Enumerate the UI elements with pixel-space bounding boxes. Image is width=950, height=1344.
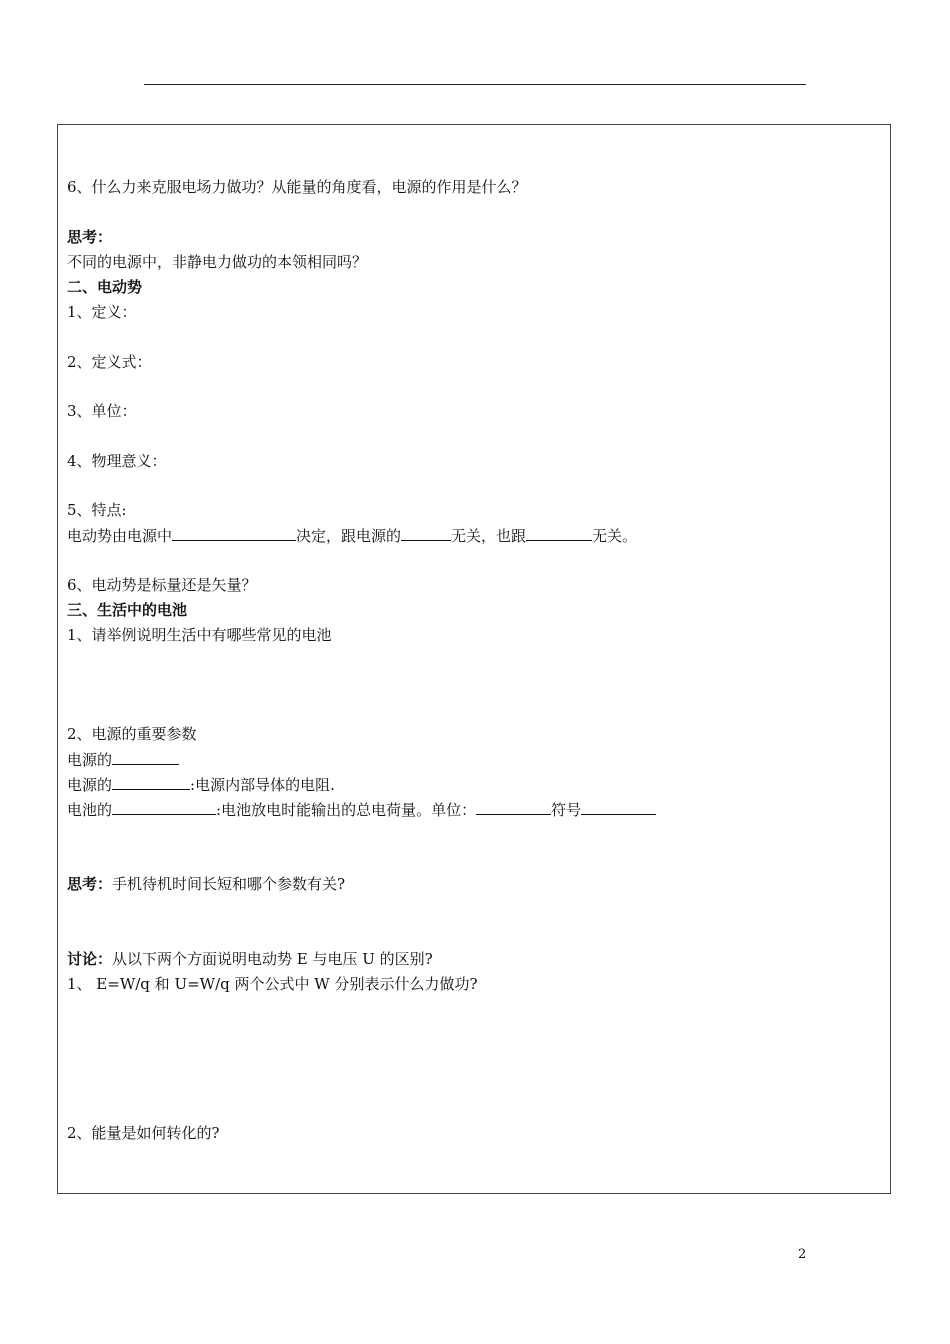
discuss-label: 讨论： xyxy=(67,950,113,968)
emf-fill-part4: 无关。 xyxy=(592,527,638,545)
param2-suffix: :电源内部导体的电阻. xyxy=(190,776,335,794)
param3-prefix: 电池的 xyxy=(67,801,113,819)
header-rule xyxy=(144,84,806,85)
param-line-3 xyxy=(67,799,656,820)
param3-mid: :电池放电时能输出的总电荷量。单位： xyxy=(216,801,477,819)
emf-definition: 1、定义： xyxy=(67,303,137,321)
emf-fill-part3: 无关，也跟 xyxy=(451,527,527,545)
blank-param-internal-resistance[interactable] xyxy=(112,774,190,790)
section-3-heading: 三、生活中的电池 xyxy=(67,601,188,619)
emf-formula: 2、定义式： xyxy=(67,353,152,371)
blank-capacity-symbol[interactable] xyxy=(581,799,656,815)
blank-capacity-unit[interactable] xyxy=(476,799,551,815)
emf-feature: 5、特点: xyxy=(67,501,127,519)
question-6-power-source: 6、什么力来克服电场力做功？从能量的角度看，电源的作用是什么？ xyxy=(67,178,527,196)
question-6-scalar-vector: 6、电动势是标量还是矢量？ xyxy=(67,576,257,594)
section-2-heading: 二、电动势 xyxy=(67,278,143,296)
emf-unit: 3、单位： xyxy=(67,402,137,420)
think-2-line xyxy=(67,874,345,894)
discuss-question-2: 2、能量是如何转化的? xyxy=(67,1124,220,1142)
emf-fill-line xyxy=(67,525,637,546)
param2-prefix: 电源的 xyxy=(67,776,113,794)
battery-question-2: 2、电源的重要参数 xyxy=(67,725,197,743)
param-line-1 xyxy=(67,749,179,770)
think-question: 不同的电源中，非静电力做功的本领相同吗？ xyxy=(67,253,368,271)
param3-symbol: 符号 xyxy=(551,801,582,819)
battery-question-1: 1、请举例说明生活中有哪些常见的电池 xyxy=(67,626,332,644)
think-heading: 思考： xyxy=(67,228,113,246)
emf-fill-part1: 电动势由电源中 xyxy=(67,527,173,545)
emf-meaning: 4、物理意义： xyxy=(67,452,167,470)
param1-label: 电源的 xyxy=(67,751,113,769)
think-2-label: 思考： xyxy=(67,875,113,893)
think-2-text: 手机待机时间长短和哪个参数有关? xyxy=(112,875,346,893)
blank-emf-determinant[interactable] xyxy=(172,525,296,541)
discuss-line xyxy=(67,949,433,969)
blank-param-capacity[interactable] xyxy=(112,799,216,815)
discuss-question-1: 1、 E=W/q 和 U=W/q 两个公式中 W 分别表示什么力做功? xyxy=(67,975,478,993)
param-line-2 xyxy=(67,774,335,795)
discuss-text: 从以下两个方面说明电动势 E 与电压 U 的区别? xyxy=(112,950,433,968)
content-frame xyxy=(57,124,891,1194)
emf-fill-part2: 决定，跟电源的 xyxy=(296,527,402,545)
blank-param-emf[interactable] xyxy=(112,749,179,765)
blank-emf-independent-1[interactable] xyxy=(401,525,451,541)
blank-emf-independent-2[interactable] xyxy=(526,525,592,541)
page-number: 2 xyxy=(798,1247,807,1262)
